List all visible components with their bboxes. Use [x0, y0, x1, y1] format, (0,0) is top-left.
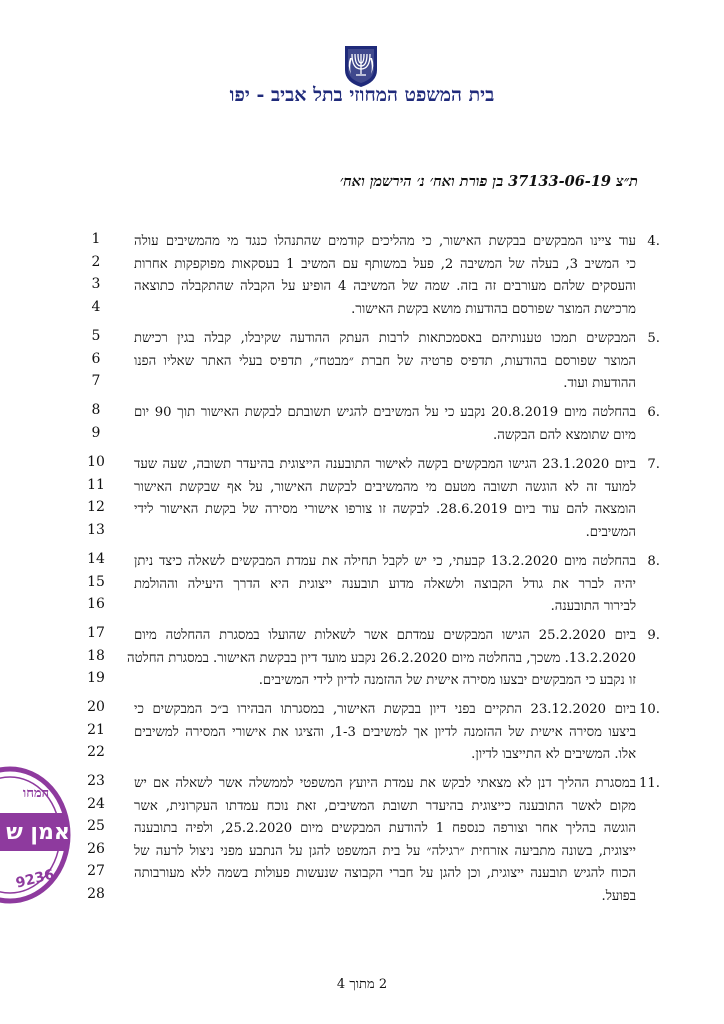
line-number: 24: [87, 795, 105, 812]
line-number: 1: [91, 231, 101, 247]
paragraph: [134, 328, 660, 396]
stamp-text-top: המחו: [22, 786, 50, 801]
paragraph-line: 13.2.2020. משכך, בהחלטה מיום 26.2.2020 נקבע מועד דיון בבקשת האישור. במסגרת החלטה: [126, 650, 636, 666]
paragraph-number: 10.: [639, 702, 660, 717]
stamp-text-bottom: 9236: [14, 866, 56, 892]
paragraph-line: אלו. המשיבים לא התייצבו לדיון.: [471, 747, 636, 763]
line-number: 23: [87, 773, 105, 789]
paragraph: [134, 231, 660, 321]
line-number: 16: [87, 596, 105, 613]
paragraph-line: ביום 23.1.2020 הגישו המבקשים בקשה לאישור התובענה הייצוגית בהיעדר תשובה, שעה שעד: [134, 457, 637, 472]
line-number: 6: [91, 350, 101, 367]
line-number: 22: [87, 744, 105, 761]
paragraph-line: לבירור התובענה.: [550, 599, 636, 615]
paragraph-number: 7.: [647, 457, 660, 472]
line-number: 3: [91, 276, 101, 293]
paragraph-line: עוד ציינו המבקשים בבקשת האישור, כי מהליכים קודמים שהתנהלו כנגד מי מהמשיבים עולה: [134, 234, 636, 249]
paragraph-line: ההודעות ועוד.: [563, 376, 636, 392]
line-number: 9: [91, 424, 101, 441]
paragraph-line: בהחלטה מיום 20.8.2019 נקבע כי על המשיבים להגיש תשובתם לבקשת האישור תוך 90 יום: [134, 405, 636, 420]
paragraph-number: 11.: [639, 776, 660, 791]
paragraph: [134, 699, 660, 767]
paragraph-line: זו נקבע כי המבקשים יבצעו מסירה אישית של ההזמנה לדיון לידי המשיבים.: [258, 673, 636, 689]
paragraph-line: מיום שתומצא להם הבקשה.: [493, 427, 636, 443]
line-number: 14: [87, 551, 105, 567]
court-stamp: [0, 765, 72, 905]
paragraph-line: מקום לאשר התובענה כייצוגית בהיעדר תשובת המשיבים, זאת נוכח עמדתו העקרונית, אשר: [134, 798, 636, 814]
line-number: 15: [87, 573, 105, 590]
paragraph-line: ביום 23.12.2020 התקיים בפני דיון בבקשת האישור, במסגרתו הבהירו ב״כ המבקשים כי: [134, 702, 636, 717]
paragraph-line: ביצעו מסירה אישית של ההזמנה לדיון אך למשיבים 1-3, והציגו את אישורי המסירה למשיבים: [134, 724, 637, 740]
line-number: 25: [87, 818, 105, 835]
paragraph-line: במסגרת ההליך דנן לא מצאתי לבקש את עמדת היועץ המשפטי לממשלה אשר לשאלה אם יש: [134, 776, 636, 791]
court-name: בית המשפט המחוזי בתל אביב - יפו: [229, 84, 495, 106]
line-number: 10: [87, 454, 105, 470]
line-number: 26: [87, 840, 105, 857]
paragraph-number: 9.: [647, 628, 660, 643]
line-number: 19: [87, 670, 105, 687]
line-number: 27: [87, 863, 105, 880]
paragraph-line: הכוח להגיש תובענה ייצוגית, וכן להגן על חברי הקבוצה שנעשות פעולות בשמה ללא מעורבותה: [134, 866, 636, 882]
paragraph-line: יהיה לברר את גודל הקבוצה ולשאלה מדוע תובענה ייצוגית היא הדרך היעילה וההולמת: [134, 576, 636, 592]
line-number: 7: [91, 373, 101, 390]
line-number: 21: [87, 721, 105, 738]
line-number: 13: [87, 521, 105, 538]
paragraph: [126, 625, 660, 693]
paragraph-line: הוגשה בהליך אחר וצורפה כנספח 1 להודעת המבקשים מיום 25.2.2020, ולפיה בתובענה: [134, 821, 636, 837]
line-number: 11: [87, 476, 105, 493]
paragraph-number: 6.: [647, 405, 660, 420]
paragraph-line: והעסקים שלהם מעורבים זה בזה. שמה של המשיבה 4 הופיע על הקבלה שהתקבלה כתוצאה: [134, 279, 636, 295]
line-number: 2: [91, 253, 101, 270]
paragraph-line: המוצר שפורסם בהודעות, תדפיס פרטיה של חברת ״מבטח״, תדפיס בעלי האתר שאליו הפנו: [134, 353, 636, 369]
line-number: 28: [87, 886, 105, 902]
paragraph: [134, 773, 660, 909]
line-number: 5: [91, 328, 101, 344]
line-number: 12: [87, 499, 105, 516]
paragraph-number: 4.: [647, 234, 660, 249]
page-footer: 2 מתוך 4: [336, 977, 388, 992]
paragraph-line: הומצאה להם עוד ביום 28.6.2019. לבקשה זו צורפו אישורי מסירה של בקשת האישור לידי: [134, 502, 636, 518]
paragraph: [134, 551, 660, 619]
paragraph-line: כי המשיב 3, בעלה של המשיבה 2, פעל במשותף עם המשיב 1 בעסקאות מפוקפקות אחרות: [134, 256, 636, 272]
paragraph-number: 5.: [647, 331, 660, 346]
paragraph-line: מרכישת המוצר שפורסם בהודעות מושא בקשת האישור.: [351, 301, 636, 317]
line-number: 4: [91, 298, 101, 315]
paragraph: [134, 454, 660, 544]
paragraph-line: ביום 25.2.2020 הגישו המבקשים עמדתם אשר לשאלות שהועלו במסגרת ההחלטה מיום: [134, 628, 637, 643]
paragraph-line: בפועל.: [601, 888, 636, 904]
paragraph-number: 8.: [647, 554, 660, 569]
paragraph-line: בהחלטה מיום 13.2.2020 קבעתי, כי יש לקבל תחילה את עמדת המבקשים לשאלה כיצד ניתן: [134, 554, 636, 569]
stamp-text-middle: אמן ש: [6, 820, 70, 845]
paragraph-line: המשיבים.: [585, 524, 636, 540]
line-number: 17: [87, 625, 105, 641]
line-number: 18: [87, 647, 105, 664]
paragraph-line: המבקשים תמכו טענותיהם באסמכתאות לרבות העתק ההודעה שקיבלו, קבלה בגין רכישת: [134, 331, 636, 346]
paragraph-line: למועד זה לא הוגשה תשובה מטעם מי מהמשיבים לבקשת האישור, על אף שבקשת האישור: [134, 479, 636, 495]
case-title: ת״צ 37133-06-19 בן פורת ואח׳ נ׳ הירשמן ואח׳: [339, 173, 638, 190]
line-number: 20: [87, 699, 105, 715]
line-number: 8: [91, 402, 101, 418]
paragraph: [134, 402, 660, 447]
state-emblem-icon: [343, 44, 379, 88]
paragraph-line: ייצוגית, בשונה מתביעה אזרחית ״רגילה״ על בית המשפט להגן על הנתבע מפני ניצול לרעה של: [134, 843, 636, 859]
